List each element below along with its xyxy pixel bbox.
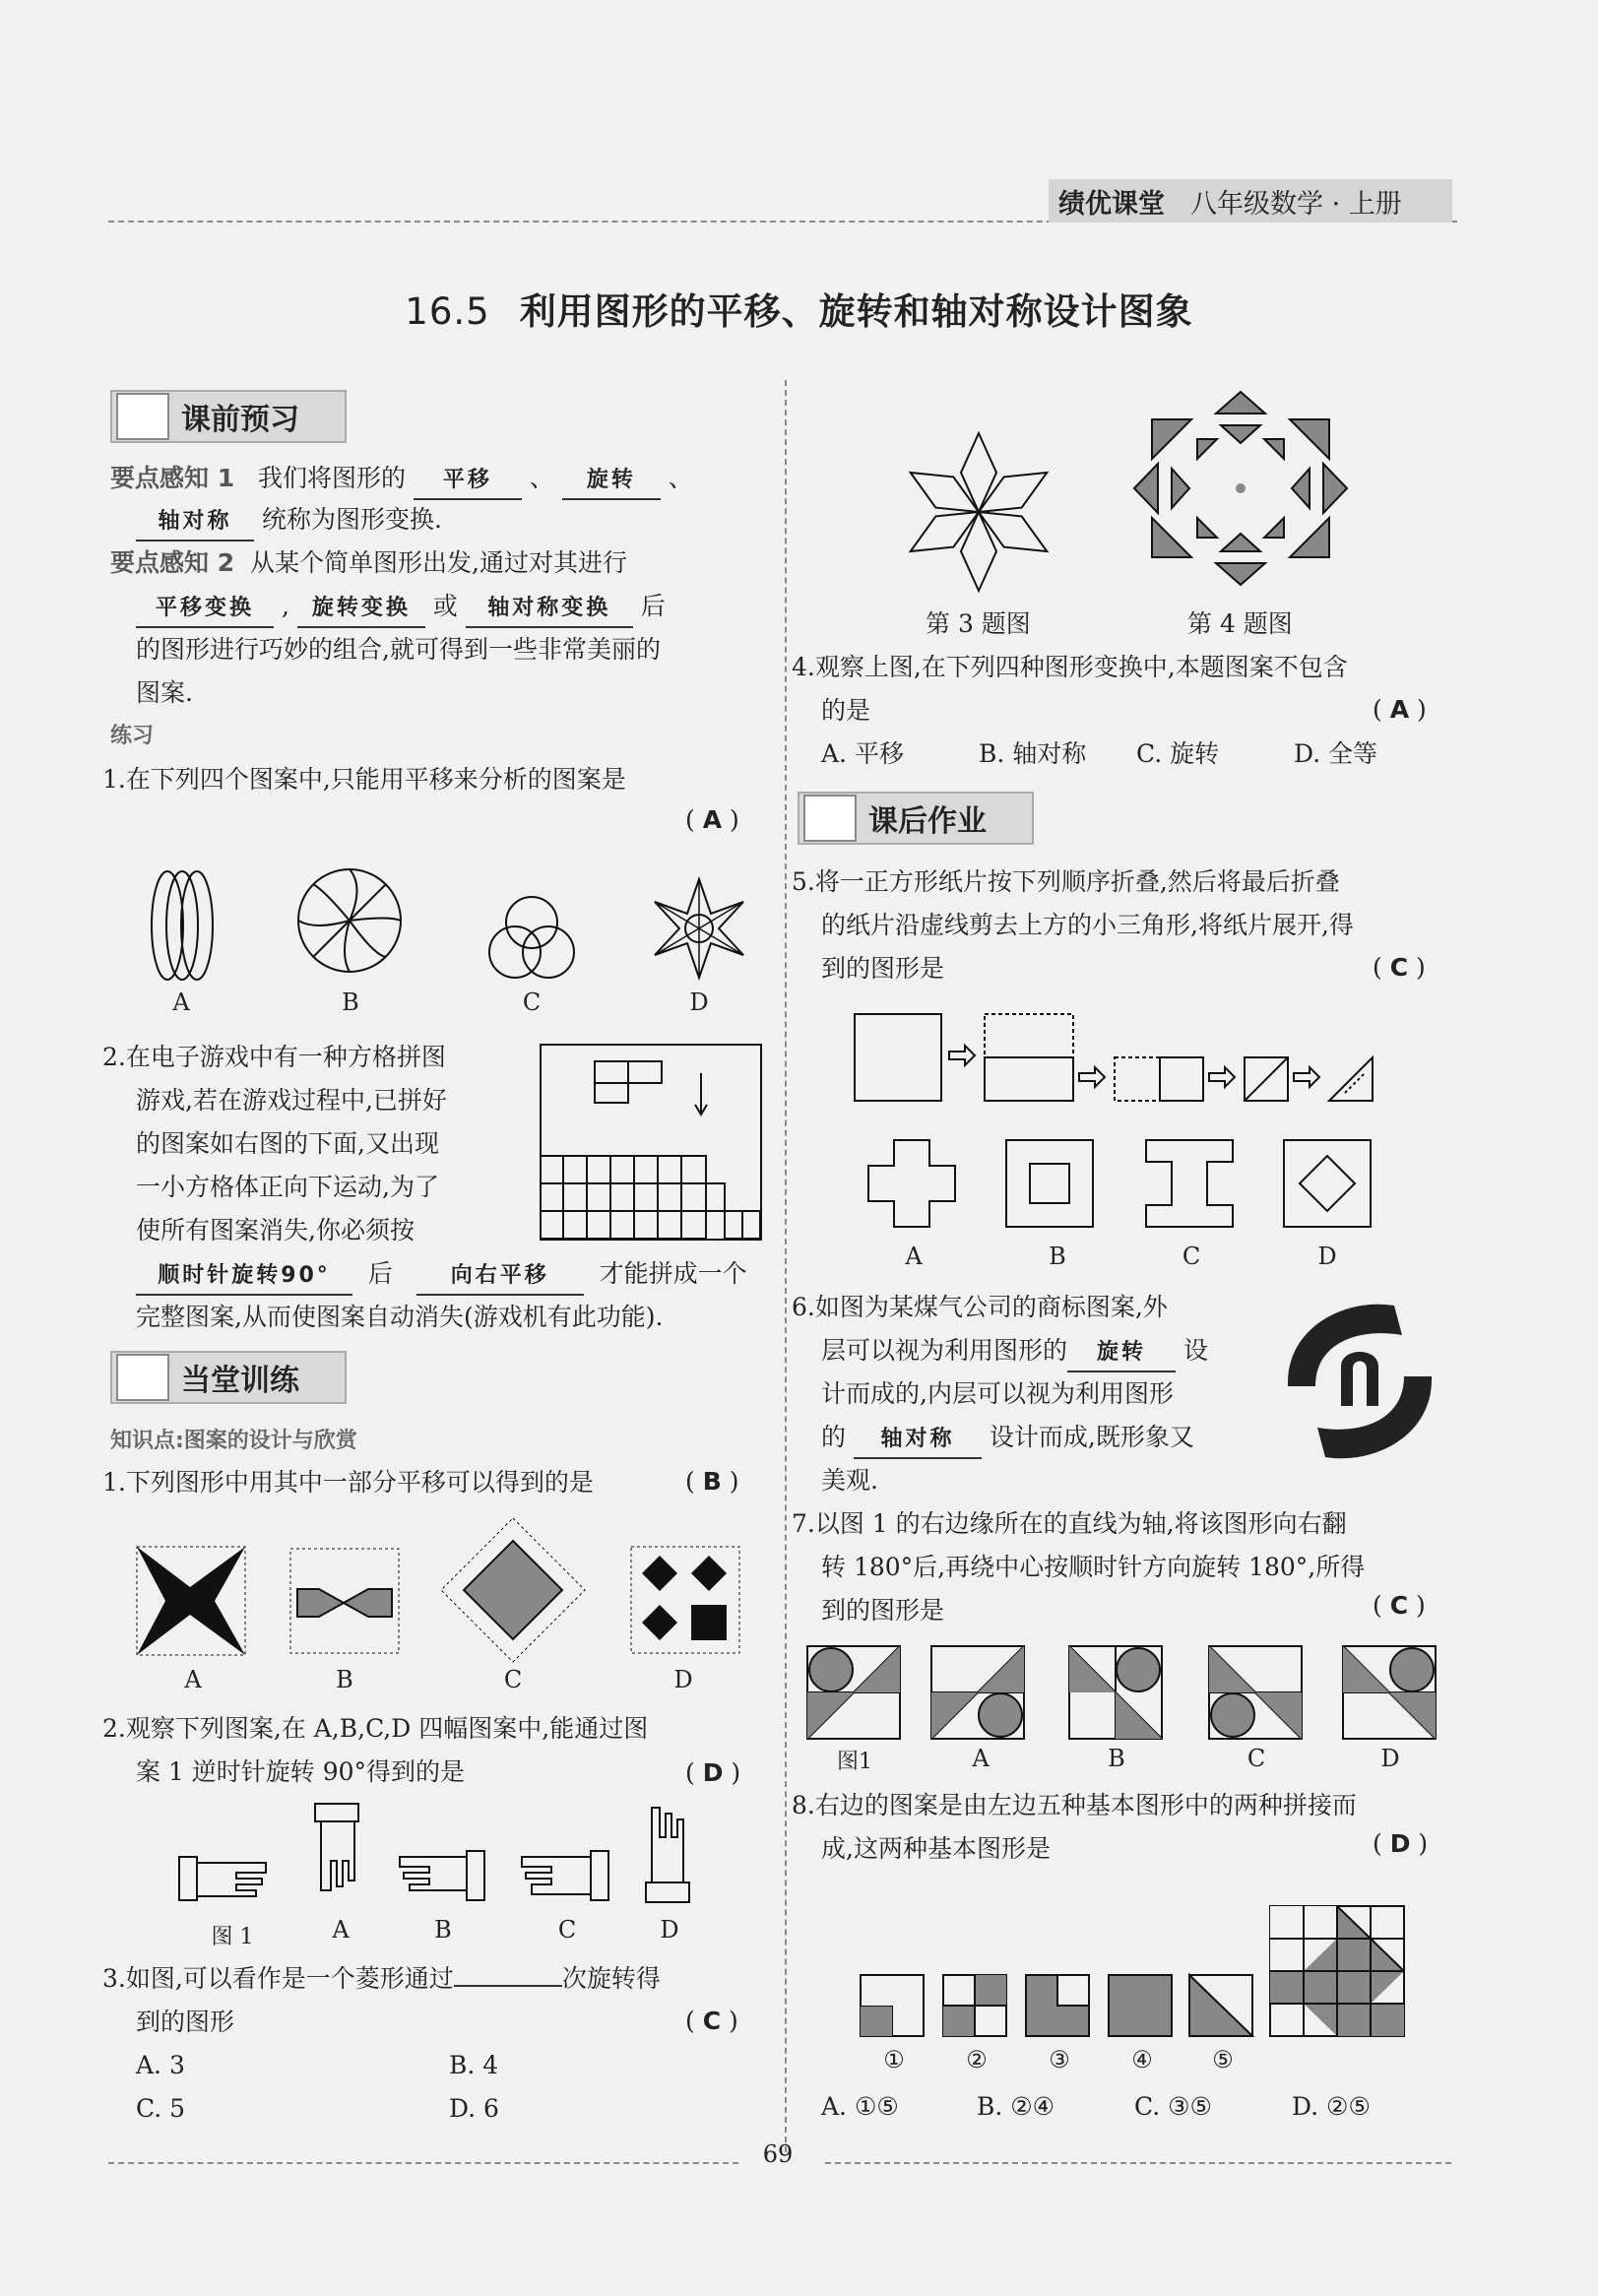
cls-q2-l1: 2.观察下列图案,在 A,B,C,D 四幅图案中,能通过图 [102, 1714, 649, 1743]
q7-l1: 7.以图 1 的右边缘所在的直线为轴,将该图形向右翻 [792, 1509, 1347, 1538]
cls-q1-figure-c [439, 1516, 587, 1664]
pre-q2-l1: 2.在电子游戏中有一种方格拼图 [102, 1043, 446, 1071]
hand-figure-1 [177, 1851, 276, 1906]
q1-figure-d [645, 874, 753, 983]
q5-label-b: B [1049, 1243, 1066, 1270]
triangle-pattern-figure [1132, 390, 1349, 587]
cls-q3-opt-b: B. 4 [449, 2051, 499, 2079]
pre-k1-line2: 轴对称 统称为图形变换. [136, 502, 442, 542]
q4-opt-b: B. 轴对称 [979, 739, 1087, 768]
q7-label-b: B [1108, 1745, 1125, 1772]
q5-label-a: A [905, 1243, 923, 1270]
section-pre: 课前预习 [110, 390, 347, 443]
column-divider [785, 380, 787, 2152]
q1-figure-b [295, 866, 414, 985]
q7-label-fig1: 图1 [837, 1750, 872, 1774]
q8-shape-3 [1024, 1973, 1091, 2038]
hand-figure-a [311, 1802, 366, 1910]
footer-rule-left [108, 2162, 738, 2164]
section-class: 当堂训练 [110, 1351, 347, 1404]
hand-figure-c [512, 1847, 610, 1906]
pre-q1: 1.在下列四个图案中,只能用平移来分析的图案是 [102, 765, 626, 794]
page-title: 16.5 利用图形的平移、旋转和轴对称设计图象 [405, 290, 1193, 333]
hand-label-a: A [332, 1916, 350, 1944]
q7-label-d: D [1380, 1745, 1400, 1772]
q8-num-5: ⑤ [1212, 2046, 1234, 2073]
cls-q3-opt-c: C. 5 [136, 2094, 186, 2123]
brand: 绩优课堂 [1058, 188, 1165, 220]
q7-option-c [1207, 1644, 1304, 1741]
q7-label-c: C [1246, 1745, 1266, 1772]
pre-q2-l4: 一小方格体正向下运动,为了 [136, 1173, 439, 1201]
q1-label-a: A [172, 989, 190, 1016]
cls-q1: 1.下列图形中用其中一部分平移可以得到的是 [102, 1468, 594, 1497]
q8-opt-a: A. ①⑤ [821, 2092, 899, 2121]
q4-answer: ( A ) [1373, 695, 1427, 724]
hand-label-b: B [434, 1916, 452, 1944]
pre-k2-line3: 的图形进行巧妙的组合,就可得到一些非常美丽的 [136, 635, 661, 664]
hand-figure-d [642, 1798, 697, 1906]
cls-q1-label-a: A [184, 1666, 202, 1693]
pre-k2-line1: 要点感知 2 从某个简单图形出发,通过对其进行 [110, 548, 627, 577]
hand-figure-b [390, 1847, 488, 1906]
hand-label-c: C [557, 1916, 577, 1944]
section-after: 课后作业 [798, 792, 1034, 845]
q4-l1: 4.观察上图,在下列四种图形变换中,本题图案不包含 [792, 653, 1348, 681]
q5-l3: 到的图形是 [821, 954, 945, 983]
cls-q1-label-c: C [503, 1666, 523, 1693]
q1-label-c: C [522, 989, 542, 1016]
book-title: 八年级数学 · 上册 [1190, 188, 1402, 220]
q5-answer: ( C ) [1373, 953, 1426, 982]
q8-l2: 成,这两种基本图形是 [821, 1834, 1051, 1863]
q7-option-d [1341, 1644, 1438, 1741]
cls-q1-label-d: D [673, 1666, 693, 1693]
q5-l1: 5.将一正方形纸片按下列顺序折叠,然后将最后折叠 [792, 867, 1340, 896]
rhombus-star-figure [890, 423, 1067, 601]
q1-label-d: D [689, 989, 709, 1016]
q8-composite-figure [1268, 1904, 1406, 2038]
cls-q1-figure-d [630, 1546, 740, 1654]
cls-q3-l1: 3.如图,可以看作是一个菱形通过 次旋转得 [102, 1964, 661, 1993]
q4-l2: 的是 [821, 696, 871, 725]
caption-fig4: 第 4 题图 [1187, 609, 1293, 638]
q6-l5: 美观. [821, 1466, 878, 1495]
cls-q2-l2: 案 1 逆时针旋转 90°得到的是 [136, 1757, 466, 1786]
pre-k2-line4: 图案. [136, 678, 193, 707]
header-tag [1049, 179, 1452, 223]
q5-label-d: D [1317, 1243, 1337, 1270]
q7-figure-1 [805, 1644, 902, 1741]
q5-option-c [1144, 1138, 1235, 1229]
practice-label: 练习 [110, 724, 155, 748]
q5-option-b [1004, 1138, 1095, 1229]
hand-label-d: D [660, 1916, 679, 1944]
q5-option-a [866, 1138, 957, 1229]
q8-num-3: ③ [1049, 2046, 1070, 2073]
q5-label-c: C [1182, 1243, 1201, 1270]
q4-opt-c: C. 旋转 [1136, 739, 1220, 768]
q8-answer: ( D ) [1373, 1829, 1429, 1858]
q8-num-4: ④ [1131, 2046, 1153, 2073]
q8-num-1: ① [883, 2046, 905, 2073]
q7-l2: 转 180°后,再绕中心按顺时针方向旋转 180°,所得 [821, 1553, 1366, 1581]
notebook-icon [116, 1354, 169, 1401]
q7-l3: 到的图形是 [821, 1596, 945, 1625]
q6-l2: 层可以视为利用图形的 旋转 设 [821, 1333, 1208, 1372]
q6-l1: 6.如图为某煤气公司的商标图案,外 [792, 1293, 1168, 1321]
knowledge-point: 知识点:图案的设计与欣赏 [110, 1429, 357, 1453]
cls-q3-opt-d: D. 6 [449, 2094, 499, 2123]
q8-opt-d: D. ②⑤ [1292, 2092, 1371, 2121]
q8-shape-1 [859, 1973, 926, 2038]
q6-l4: 的 轴对称 设计而成,既形象又 [821, 1420, 1194, 1459]
caption-fig3: 第 3 题图 [926, 609, 1031, 638]
footer-rule-right [825, 2162, 1451, 2164]
q5-option-d [1282, 1138, 1373, 1229]
page-number: 69 [762, 2140, 794, 2168]
pre-q1-answer: ( A ) [685, 805, 739, 834]
cls-q3-opt-a: A. 3 [136, 2051, 185, 2079]
q8-shape-4 [1107, 1973, 1174, 2038]
q7-label-a: A [972, 1745, 990, 1772]
q1-figure-a [138, 866, 236, 985]
q8-shape-2 [941, 1973, 1008, 2038]
pre-q2-l6: 顺时针旋转90° 后 向右平移 才能拼成一个 [136, 1256, 747, 1296]
book-icon [803, 795, 857, 842]
cls-q2-answer: ( D ) [685, 1758, 741, 1787]
fold-steps-figure [853, 1008, 1384, 1103]
hand-label-fig1: 图 1 [211, 1925, 254, 1949]
pre-k2-line2: 平移变换 , 旋转变换 或 轴对称变换 后 [136, 589, 666, 628]
gas-company-logo [1276, 1298, 1443, 1465]
pre-q2-l7: 完整图案,从而使图案自动消失(游戏机有此功能). [136, 1303, 664, 1331]
pencil-icon [116, 393, 169, 440]
q8-opt-c: C. ③⑤ [1134, 2092, 1212, 2121]
pre-q2-l3: 的图案如右图的下面,又出现 [136, 1129, 439, 1158]
cls-q3-l2: 到的图形 [136, 2008, 235, 2036]
pre-q2-l2: 游戏,若在游戏过程中,已拼好 [136, 1086, 447, 1115]
q6-l3: 计而成的,内层可以视为利用图形 [821, 1379, 1174, 1408]
pre-k1-line1: 要点感知 1 我们将图形的 平移 、 旋转 、 [110, 461, 693, 500]
q5-l2: 的纸片沿虚线剪去上方的小三角形,将纸片展开,得 [821, 911, 1354, 939]
cls-q1-figure-b [289, 1548, 400, 1654]
q7-option-a [929, 1644, 1026, 1741]
q1-label-b: B [342, 989, 359, 1016]
q4-opt-d: D. 全等 [1294, 739, 1378, 768]
q8-shape-5 [1187, 1973, 1254, 2038]
q7-option-b [1067, 1644, 1164, 1741]
cls-q1-answer: ( B ) [685, 1467, 739, 1496]
q7-answer: ( C ) [1373, 1591, 1426, 1620]
pre-q2-l5: 使所有图案消失,你必须按 [136, 1216, 415, 1244]
cls-q1-label-b: B [336, 1666, 353, 1693]
cls-q1-figure-a [136, 1546, 246, 1656]
q8-opt-b: B. ②④ [977, 2092, 1055, 2121]
q8-num-2: ② [966, 2046, 988, 2073]
game-grid-figure [540, 1044, 762, 1241]
cls-q3-answer: ( C ) [685, 2007, 738, 2035]
q4-opt-a: A. 平移 [821, 739, 904, 768]
q8-l1: 8.右边的图案是由左边五种基本图形中的两种拼接而 [792, 1791, 1357, 1819]
q1-figure-c [478, 891, 586, 989]
